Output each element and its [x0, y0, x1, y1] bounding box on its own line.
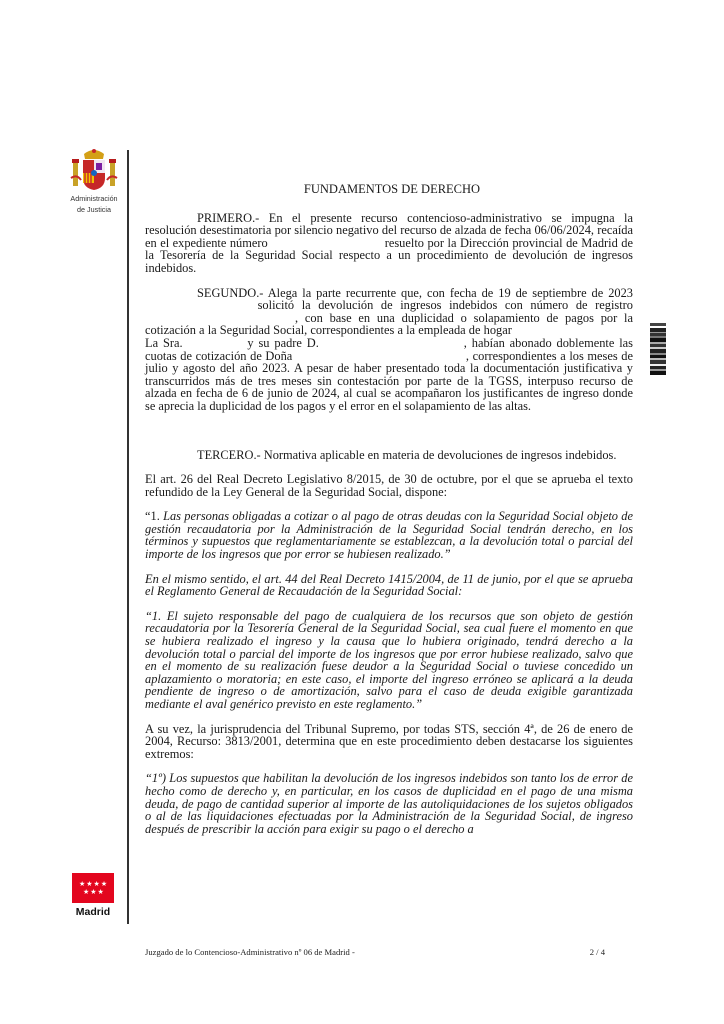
segundo-text-2: solicitó la devolución de ingresos indebidos con número de registro: [250, 298, 633, 313]
segundo-text-6: , habían abonado doblemente las cuotas de cotización de Doña: [145, 335, 634, 363]
logo-administracion-justicia: [66, 148, 122, 214]
segundo-text-5: y su padre D.: [242, 335, 324, 350]
margin-divider: [127, 150, 129, 924]
segundo-text-3: , con base en una duplicidad o solapamiento de pagos por la cotización a la Seguridad Social, correspondientes a la empleada de hogar: [145, 310, 633, 338]
stars-row-2: ★★★: [83, 888, 105, 896]
stars-row-1: ★★★★: [79, 880, 109, 888]
paragraph-tercero: [145, 449, 633, 462]
quote-sts: “1º) Los supuestos que habilitan la devolución de los ingresos indebidos son tanto los de error de hecho como de derecho y, en particular, en los casos de duplicidad en el pago de una misma deuda, de pago de cantidad superior al importe de las autoliquidaciones de los sujetos obligados o al de las liquidaciones efectuadas por la Administración de la Seguridad Social, de ingreso después de prescribir la acción para exigir su pago o el derecho a: [145, 771, 633, 836]
segundo-text-7: , correspondientes a los meses de julio y agosto del año 2023. A pesar de haber presentado toda la documentación justificativa y transcurridos más de tres meses sin contestación por parte de la TGSS, interpuso recurso de alzada en fecha de 6 de junio de 2024, al cual se acompañaron los justificantes de ingreso donde se aprecia la duplicidad de los pagos y el error en el solapamiento de las altas.: [145, 348, 633, 413]
paragraph-art44-intro: En el mismo sentido, el art. 44 del Real Decreto 1415/2004, de 11 de junio, por el que se aprueba el Reglamento General de Recaudación de la Seguridad Social:: [145, 571, 633, 599]
quote-art26-text: Las personas obligadas a cotizar o al pago de otras deudas con la Seguridad Social objeto de gestión recaudatoria por la Administración de la Seguridad Social tendrán derecho, en los términos y supuestos que reglamentariamente se establezcan, a la devolución total o parcial del importe de los ingresos que por error se hubiesen realizado.”: [145, 509, 633, 562]
segundo-text-1: Alega la parte recurrente que, con fecha de 19 de septiembre de 2023: [263, 285, 633, 300]
section-title: FUNDAMENTOS DE DERECHO: [303, 182, 481, 196]
primero-lead: PRIMERO.-: [197, 210, 260, 225]
logo-caption-line1: Administración: [70, 194, 118, 203]
logo-caption-line2: de Justicia: [77, 205, 111, 214]
quote-art26-number: “1.: [145, 509, 164, 524]
paragraph-primero: [145, 212, 633, 275]
paragraph-segundo: [145, 287, 633, 413]
tercero-lead: TERCERO.-: [197, 447, 261, 462]
footer-page-number: 2 / 4: [589, 947, 605, 957]
page-footer: [145, 947, 605, 957]
paragraph-sts-intro: A su vez, la jurisprudencia del Tribunal Supremo, por todas STS, sección 4ª, de 26 de enero de 2004, Recurso: 3813/2001, determina que en este procedimiento deben destacarse los siguientes extremos:: [145, 721, 633, 761]
document-body: [145, 183, 633, 835]
barcode-icon: [650, 323, 666, 375]
segundo-text-4: La Sra.: [145, 335, 188, 350]
tercero-text: Normativa aplicable en materia de devoluciones de ingresos indebidos.: [260, 447, 617, 462]
madrid-flag-icon: [72, 873, 114, 903]
madrid-label: Madrid: [75, 906, 111, 918]
primero-text: En el presente recurso contencioso-administrativo se impugna la resolución desestimatoria por silencio negativo del recurso de alzada de fecha 06/06/2024, recaída en el expediente número: [145, 210, 633, 250]
quote-art26: [145, 510, 633, 560]
coat-of-arms-icon: [69, 148, 119, 192]
paragraph-art26-intro: El art. 26 del Real Decreto Legislativo 8/2015, de 30 de octubre, por el que se aprueba el texto refundido de la Ley General de la Seguridad Social, dispone:: [145, 472, 633, 499]
footer-court: Juzgado de lo Contencioso-Administrativo nº 06 de Madrid -: [145, 947, 355, 957]
primero-text-2: resuelto por la Dirección provincial de Madrid de la Tesorería de la Seguridad Social respecto a un procedimiento de devolución de ingresos indebidos.: [145, 235, 633, 275]
logo-comunidad-madrid: [70, 873, 116, 918]
quote-art44: “1. El sujeto responsable del pago de cualquiera de los recursos que son objeto de gestión recaudatoria por la Tesorería General de la Seguridad Social, sea cual fuere el momento en que se hubiera realizado el ingreso y la causa que lo hubiera originado, tendrá derecho a la devolución total o parcial del importe de los ingresos que por error hubiese realizado, salvo que en el momento de su realización fuese deudor a la Seguridad Social o tuviese concedido un aplazamiento o moratoria; en este caso, el importe del ingreso erróneo se aplicará a la deuda pendiente de ingreso o de amortización, salvo para el caso de deuda exigible garantizada mediante el aval genérico previsto en este reglamento.”: [145, 608, 633, 711]
segundo-lead: SEGUNDO.-: [197, 285, 264, 300]
